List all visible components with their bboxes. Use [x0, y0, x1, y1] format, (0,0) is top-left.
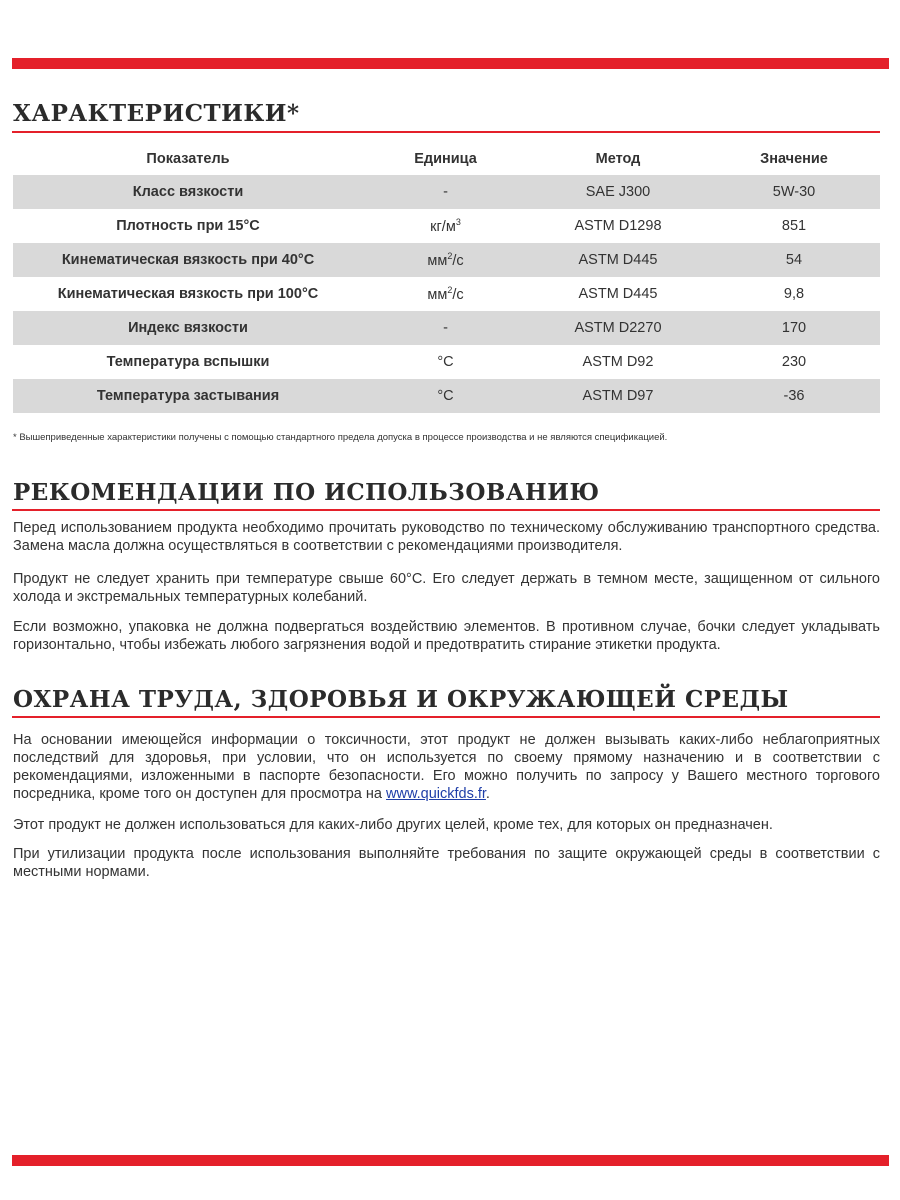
table-row: [13, 209, 880, 243]
top-red-bar: [12, 58, 889, 69]
row-unit: [363, 379, 528, 413]
usage-title: РЕКОМЕНДАЦИИ ПО ИСПОЛЬЗОВАНИЮ: [13, 479, 600, 506]
usage-paragraph-3: Если возможно, упаковка не должна подвергаться воздействию элементов. В противном случае, бочки следует укладывать горизонтально, чтобы избежать любого загрязнения водой и предотвратить стирание этикетки продукта.: [13, 619, 880, 653]
characteristics-footnote: * Вышеприведенные характеристики получены с помощью стандартного предела допуска в процессе производства и не являются спецификацией.: [13, 432, 668, 443]
safety-rule: [12, 716, 880, 718]
row-value: 170: [708, 311, 880, 345]
unit-text: кг/м: [430, 218, 456, 235]
table-header-row: [13, 143, 880, 175]
characteristics-rule: [12, 131, 880, 133]
column-header-unit: Единица: [414, 151, 477, 167]
table-row: [13, 311, 880, 345]
safety-paragraph-1: [13, 731, 880, 803]
row-value: -36: [708, 379, 880, 413]
row-parameter: Кинематическая вязкость при 40°С: [13, 243, 363, 277]
column-header-parameter: Показатель: [146, 151, 230, 167]
row-value: 851: [781, 218, 807, 234]
safety-paragraph-1-text: На основании имеющейся информации о токсичности, этот продукт не должен вызывать каких-либо неблагоприятных последствий для здоровья, при условии, что он используется по своему прямому назначению и в соответствии с рекомендациями, изложенными в паспорте безопасности. Его можно получить по запросу у Вашего местного торгового посредника, кроме того он доступен для просмотра на: [13, 732, 880, 802]
row-method: ASTM D445: [578, 286, 658, 302]
usage-paragraph-2: Продукт не следует хранить при температуре свыше 60°С. Его следует держать в темном месте, защищенном от сильного холода и экстремальных температурных колебаний.: [13, 571, 880, 605]
unit-superscript: 3: [455, 217, 461, 228]
row-unit: [363, 175, 528, 209]
row-parameter: Температура вспышки: [106, 354, 270, 370]
safety-paragraph-1-end: .: [485, 786, 490, 802]
column-header-method: Метод: [595, 151, 641, 167]
characteristics-title: ХАРАКТЕРИСТИКИ*: [13, 100, 300, 127]
row-unit: [363, 243, 528, 277]
table-row: [13, 243, 880, 277]
row-method: ASTM D92: [582, 354, 654, 370]
unit-suffix: /с: [452, 252, 464, 269]
characteristics-table: [13, 143, 880, 413]
safety-paragraph-3: При утилизации продукта после использования выполняйте требования по защите окружающей среды в соответствии с местными нормами.: [13, 846, 880, 880]
quickfds-link[interactable]: www.quickfds.fr: [386, 786, 486, 802]
bottom-red-bar: [12, 1155, 889, 1166]
row-unit: [363, 277, 528, 311]
row-parameter: Индекс вязкости: [13, 311, 363, 345]
row-method: SAE J300: [528, 175, 708, 209]
unit-superscript: 2: [447, 251, 453, 262]
table-row: [13, 379, 880, 413]
row-method: ASTM D97: [528, 379, 708, 413]
row-parameter: Температура застывания: [13, 379, 363, 413]
row-parameter: Плотность при 15°С: [116, 218, 260, 234]
table-row: [13, 345, 880, 379]
row-method: ASTM D2270: [528, 311, 708, 345]
row-value: 9,8: [783, 286, 805, 302]
unit-superscript: 2: [447, 285, 453, 296]
row-method: ASTM D1298: [574, 218, 662, 234]
table-row: [13, 277, 880, 311]
row-value: 54: [708, 243, 880, 277]
row-unit: [363, 311, 528, 345]
usage-rule: [12, 509, 880, 511]
row-value: 5W-30: [708, 175, 880, 209]
unit-suffix: /с: [452, 286, 464, 303]
unit-text: мм: [427, 252, 448, 269]
row-value: 230: [781, 354, 807, 370]
row-parameter: Кинематическая вязкость при 100°С: [57, 286, 319, 302]
unit-text: -: [443, 320, 448, 336]
unit-text: °С: [437, 354, 454, 370]
unit-text: мм: [427, 286, 448, 303]
safety-title: ОХРАНА ТРУДА, ЗДОРОВЬЯ И ОКРУЖАЮЩЕЙ СРЕДЫ: [13, 686, 789, 713]
unit-text: °С: [437, 388, 454, 404]
column-header-value: Значение: [760, 151, 828, 167]
row-method: ASTM D445: [528, 243, 708, 277]
row-parameter: Класс вязкости: [13, 175, 363, 209]
usage-paragraph-1: Перед использованием продукта необходимо прочитать руководство по техническому обслуживанию транспортного средства. Замена масла должна осуществляться в соответствии с рекомендациями производителя.: [13, 520, 880, 554]
row-unit: [363, 345, 528, 379]
unit-text: -: [443, 184, 448, 200]
table-row: [13, 175, 880, 209]
safety-paragraph-2: Этот продукт не должен использоваться для каких-либо других целей, кроме тех, для которых он предназначен.: [13, 817, 773, 833]
row-unit: [363, 209, 528, 243]
